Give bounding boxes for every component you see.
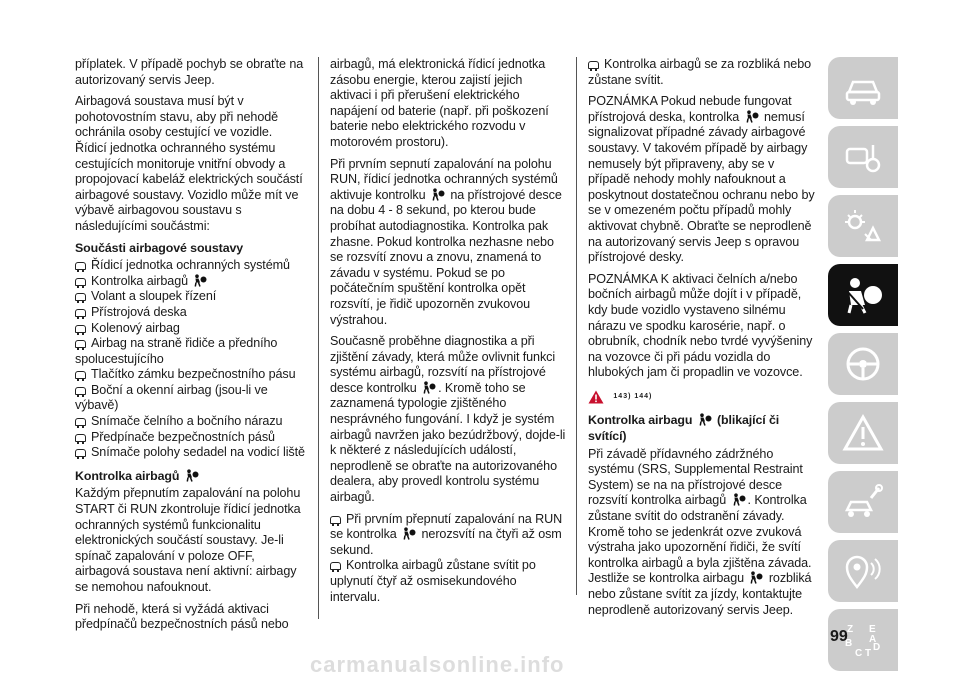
car-bullet-icon [75, 371, 86, 379]
list-item: Tlačítko zámku bezpečnostního pásu [75, 367, 307, 383]
car-bullet-icon [330, 562, 341, 570]
chapter-tabs [828, 57, 898, 678]
index-letter: T [865, 648, 872, 659]
car-bullet-icon [75, 434, 86, 442]
tab-maintenance[interactable] [828, 471, 898, 533]
paragraph: příplatek. V případě pochyb se obraťte na autorizovaný servis Jeep. [75, 57, 304, 87]
car-bullet-icon [75, 418, 86, 426]
tab-safety[interactable] [828, 264, 898, 326]
warning-road-icon [841, 413, 885, 453]
list-item: Při prvním přepnutí zapalování na RUN se kontrolka nerozsvítí na čtyři až osm sekund. [330, 511, 563, 557]
column-1 [75, 57, 307, 639]
warning-lights-icon [841, 206, 885, 246]
list-item: Snímače polohy sedadel na vodicí liště [75, 445, 307, 461]
map-pin-icon [841, 551, 885, 591]
list-item: Předpínače bezpečnostních pásů [75, 430, 307, 446]
car-bullet-icon [588, 61, 599, 69]
index-letter: B [845, 638, 853, 649]
airbag-warning-icon [745, 110, 759, 123]
tab-multimedia[interactable] [828, 540, 898, 602]
warning-triangle-icon [588, 390, 604, 404]
car-bullet-icon [75, 340, 86, 348]
paragraph: POZNÁMKA Pokud nebude fungovat přístrojová deska, kontrolka nemusí signalizovat případné závady airbagové soustavy. V takovém případě by airbagy nemusely být připraveny, aby se v případě nehody mohly nafouknout a poskytnout dostatečnou ochranu nebo by se v omezeném počtu případů mohly aktivovat chybně. Obraťte se neprodleně na autorizovaný servis Jeep s opravou přístrojové desky. [588, 94, 815, 265]
column-divider-2 [576, 57, 577, 595]
section-heading: Součásti airbagové soustavy [75, 240, 244, 255]
steering-wheel-icon [841, 344, 885, 384]
column-2 [330, 57, 566, 605]
list-item: Airbag na straně řidiče a předního spolucestujícího [75, 336, 278, 366]
index-letter: E [869, 624, 876, 635]
list-item: Kolenový airbag [75, 321, 307, 337]
paragraph: Každým přepnutím zapalování na polohu START či RUN zkontroluje řídicí jednotka ochranných systémů funkcionalitu elektronických součástí soustavy. Je-li spínač zapalování v poloze OFF, airbagová soustava není aktivní: airbagy se nemohou nafouknout. [75, 486, 301, 594]
tab-starting-driving[interactable] [828, 333, 898, 395]
index-letter: A [869, 634, 877, 645]
list-item: Volant a sloupek řízení [75, 289, 307, 305]
seat-belt-airbag-icon [841, 275, 885, 315]
column-divider-1 [318, 57, 319, 619]
car-bullet-icon [75, 262, 86, 270]
car-bullet-icon [75, 278, 86, 286]
component-list [75, 258, 307, 461]
tab-getting-to-know[interactable] [828, 126, 898, 188]
car-key-icon [841, 137, 885, 177]
list-item: Snímače čelního a bočního nárazu [75, 414, 307, 430]
list-item: Kontrolka airbagů zůstane svítit po uplynutí čtyř až osmisekundového intervalu. [330, 558, 536, 604]
tab-emergency[interactable] [828, 402, 898, 464]
tab-indicators[interactable] [828, 195, 898, 257]
section-heading: Kontrolka airbagu (blikající či svítící) [588, 413, 780, 444]
wrench-car-icon [841, 482, 885, 522]
list-item: Kontrolka airbagů se za rozbliká nebo zůstane svítit. [588, 57, 812, 87]
reference-numbers: 143) 144) [613, 392, 653, 400]
car-bullet-icon [330, 516, 341, 524]
airbag-warning-icon [698, 413, 712, 426]
car-bullet-icon [75, 309, 86, 317]
airbag-warning-icon [185, 469, 199, 482]
airbag-warning-icon [193, 274, 207, 287]
paragraph: Při nehodě, která si vyžádá aktivaci předpínačů bezpečnostních pásů nebo [75, 601, 289, 632]
paragraph: Při prvním sepnutí zapalování na polohu RUN, řídicí jednotka ochranných systémů aktivuje kontrolku na přístrojové desce na dobu 4 - 8 sekund, po kterou bude probíhat autodiagnostika. Kontrolka pak zhasne. Pokud kontrolka nezhasne nebo se rozsvítí znovu a znovu, znamená to závadu v systému. Pokud se po počátečním spuštění kontrolka opět rozsvítí, je řidič upozorněn zvukovou výstrahou. [330, 156, 562, 327]
airbag-warning-icon [431, 188, 445, 201]
index-letter: D [873, 642, 881, 653]
car-bullet-icon [75, 449, 86, 457]
section-heading: Kontrolka airbagů [75, 469, 307, 485]
watermark: carmanualsonline.info [310, 652, 565, 677]
index-letter: Z [847, 624, 854, 635]
dashboard-icon [841, 68, 885, 108]
list-item: Boční a okenní airbag (jsou-li ve výbavě) [75, 382, 268, 413]
page-number: 99 [830, 628, 848, 645]
paragraph: POZNÁMKA K aktivaci čelních a/nebo bočních airbagů může dojít i v případě, kdy bude vozidlo vystaveno silnému nárazu ve spodku karosérie, např. o obrubník, chodník nebo tvrdé vyvýšeniny na vozovce či při pádu vozidla do hlubokých jam či propadlin ve vozovce. [588, 271, 813, 380]
tab-dashboard[interactable] [828, 57, 898, 119]
column-3 [588, 57, 816, 624]
airbag-warning-icon [749, 571, 763, 584]
warning-refs [588, 389, 816, 406]
airbag-warning-icon [422, 381, 436, 394]
car-bullet-icon [75, 325, 86, 333]
car-bullet-icon [75, 387, 86, 395]
list-item: Kontrolka airbagů [75, 274, 307, 290]
car-bullet-icon [75, 293, 86, 301]
paragraph: Při závadě přídavného zádržného systému (SRS, Supplemental Restraint System) se na na přístrojové desce rozsvítí kontrolka airbagů . Kontrolka zůstane svítit do odstranění závady. Kromě toho se jedenkrát ozve zvuková výstraha jako upozornění řidiči, že svítí kontrolka airbagů a byla zjištěna závada. Jestliže se kontrolka airbagu rozbliká nebo zůstane svítit za jízdy, kontaktujte neprodleně autorizovaný servis Jeep. [588, 446, 812, 617]
list-item: Řídicí jednotka ochranných systémů [75, 258, 307, 274]
paragraph: Airbagová soustava musí být v pohotovostním stavu, aby při nehodě ochránila osoby cestující ve vozidle. Řídicí jednotka ochranného systému cestujících monitoruje vnitřní obvody a propojovací kabeláž elektrických součástí airbagové soustavy. Vozidlo může mít ve výbavě airbagovou soustavu s následujícími součástmi: [75, 94, 303, 233]
paragraph: Současně proběhne diagnostika a při zjištění závady, která může ovlivnit funkci systému airbagů, rozsvítí na přístrojové desce kontrolku . Kromě toho se zaznamená typologie zjištěného nesprávného fungování. I když je systém airbagů navržen jako bezúdržbový, dojde-li k některé z následujících událostí, neprodleně se obraťte na autorizovaného dealera, aby provedl kontrolu systému airbagů. [330, 334, 566, 505]
index-letter: C [855, 648, 863, 659]
airbag-warning-icon [402, 527, 416, 540]
paragraph: airbagů, má elektronická řídicí jednotka zásobu energie, kterou zajistí jejich aktivaci i při přerušení elektrického napájení od baterie (např. při poškození baterie nebo elektrického rozvodu v motorovém prostoru). [330, 57, 549, 149]
airbag-warning-icon [732, 493, 746, 506]
list-item: Přístrojová deska [75, 305, 307, 321]
